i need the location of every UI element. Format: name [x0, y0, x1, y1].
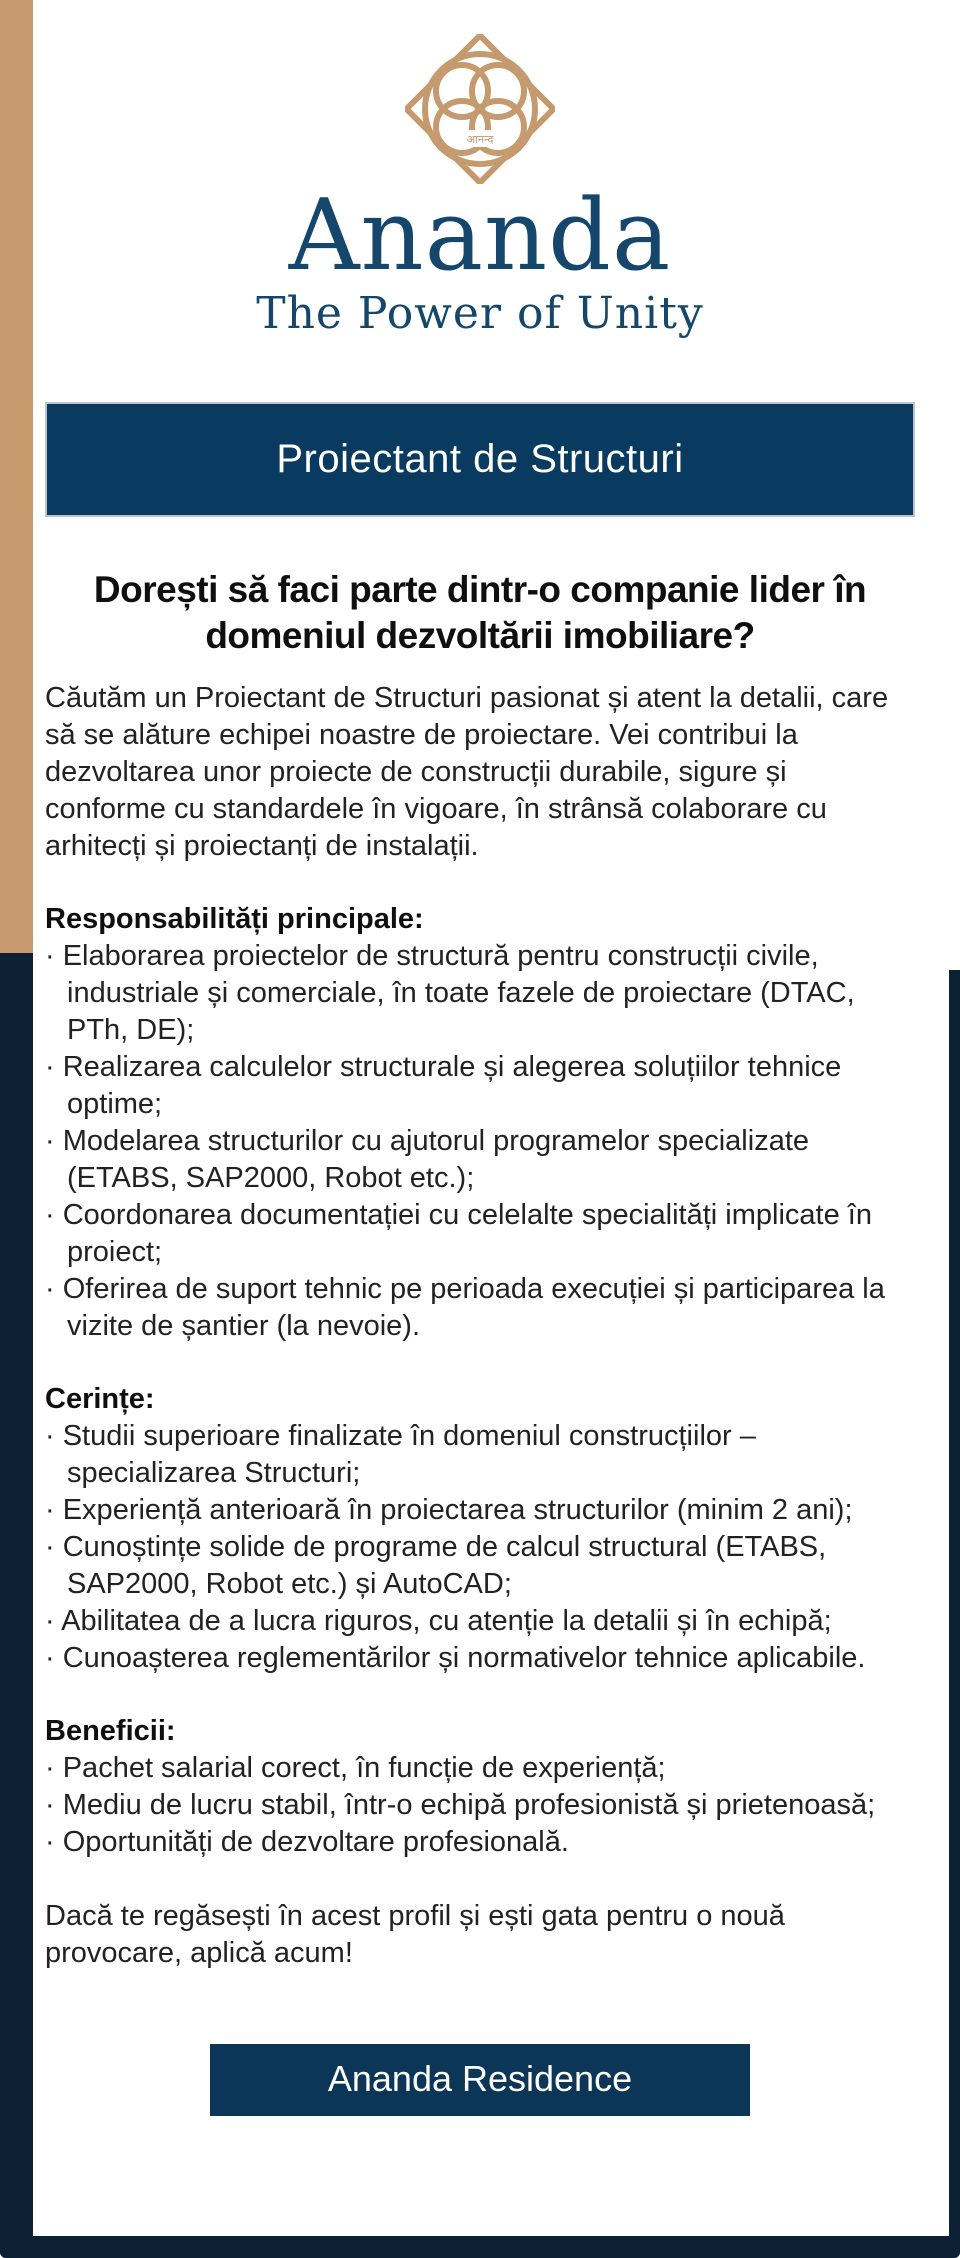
list-item-text: Cunoștințe solide de programe de calcul structural (ETABS, SAP2000, Robot etc.) și AutoCAD; [62, 1531, 827, 1601]
bullet-glyph: · [45, 1125, 63, 1158]
list-item-text: Oportunități de dezvoltare profesională. [62, 1826, 569, 1859]
job-title-banner [45, 402, 915, 517]
list-item-text: Realizarea calculelor structurale și alegerea soluțiilor tehnice optime; [62, 1051, 842, 1121]
list-item [45, 1640, 915, 1677]
list-item [45, 1824, 915, 1861]
bullet-glyph: · [45, 1826, 63, 1859]
list-item-text: Cunoașterea reglementărilor și normativelor tehnice aplicabile. [62, 1642, 866, 1675]
bullet-glyph: · [45, 940, 63, 973]
list-item [45, 1418, 915, 1492]
headline: Dorești să faci parte dintr-o companie lider în domeniul dezvoltării imobiliare? [93, 569, 867, 656]
section-requirements [45, 1381, 915, 1677]
list-item [45, 1492, 915, 1529]
bullet-list [45, 1750, 915, 1861]
intro-paragraph: Căutăm un Proiectant de Structuri pasionat și atent la detalii, care să se alăture echipei noastre de proiectare. Vei contribui la dezvoltarea unor proiecte de construcții durabile, sigure și conforme cu standardele în vigoare, în strânsă colaborare cu arhitecți și proiectanți de instalații. [45, 682, 889, 863]
list-item-text: Elaborarea proiectelor de structură pentru construcții civile, industriale și comerciale, în toate fazele de proiectare (DTAC, PTh, DE); [62, 940, 855, 1047]
bullet-list [45, 938, 915, 1345]
ananda-knot-emblem-icon [405, 34, 555, 184]
list-item-text: Coordonarea documentației cu celelalte specialități implicate în proiect; [62, 1199, 872, 1269]
brand-tagline: The Power of Unity [256, 287, 704, 339]
bullet-glyph: · [45, 1789, 63, 1822]
list-item-text: Abilitatea de a lucra riguros, cu atenție la detalii și în echipă; [61, 1605, 832, 1638]
job-title-text: Proiectant de Structuri [276, 437, 684, 482]
list-item [45, 1049, 915, 1123]
logo-block [45, 34, 915, 338]
section-responsibilities [45, 901, 915, 1345]
list-item [45, 1197, 915, 1271]
list-item [45, 1529, 915, 1603]
list-item [45, 1123, 915, 1197]
emblem-devanagari-label: आनन्द [466, 133, 494, 146]
section-heading: Beneficii: [45, 1715, 176, 1748]
list-item [45, 1750, 915, 1787]
section-benefits [45, 1713, 915, 1861]
footer-button-row [45, 2044, 915, 2116]
list-item [45, 1271, 915, 1345]
closing-paragraph: Dacă te regăsești în acest profil și ești gata pentru o nouă provocare, aplică acum! [45, 1900, 785, 1970]
section-heading: Cerințe: [45, 1383, 155, 1416]
bullet-glyph: · [45, 1420, 63, 1453]
footer-bar [0, 2236, 960, 2258]
ananda-residence-button[interactable]: Ananda Residence [210, 2044, 750, 2116]
bullet-glyph: · [45, 1752, 63, 1785]
bullet-glyph: · [45, 1531, 63, 1564]
bullet-glyph: · [45, 1273, 63, 1306]
bullet-glyph: · [45, 1051, 63, 1084]
bullet-list [45, 1418, 915, 1677]
brand-wordmark: Ananda [288, 179, 672, 293]
list-item-text: Pachet salarial corect, în funcție de experiență; [62, 1752, 666, 1785]
section-heading: Responsabilități principale: [45, 903, 424, 936]
list-item-text: Mediu de lucru stabil, într-o echipă profesionistă și prietenoasă; [62, 1789, 876, 1822]
list-item [45, 1787, 915, 1824]
list-item-text: Modelarea structurilor cu ajutorul programelor specializate (ETABS, SAP2000, Robot etc.); [62, 1125, 810, 1195]
list-item [45, 938, 915, 1049]
bullet-glyph: · [45, 1494, 63, 1527]
bullet-glyph: · [45, 1642, 63, 1675]
list-item [45, 1603, 915, 1640]
list-item-text: Oferirea de suport tehnic pe perioada execuției și participarea la vizite de șantier (la nevoie). [62, 1273, 885, 1343]
bullet-glyph: · [45, 1199, 63, 1232]
list-item-text: Studii superioare finalizate în domeniul construcțiilor – specializarea Structuri; [62, 1420, 756, 1490]
bullet-glyph: · [45, 1605, 62, 1638]
list-item-text: Experiență anterioară în proiectarea structurilor (minim 2 ani); [62, 1494, 853, 1527]
